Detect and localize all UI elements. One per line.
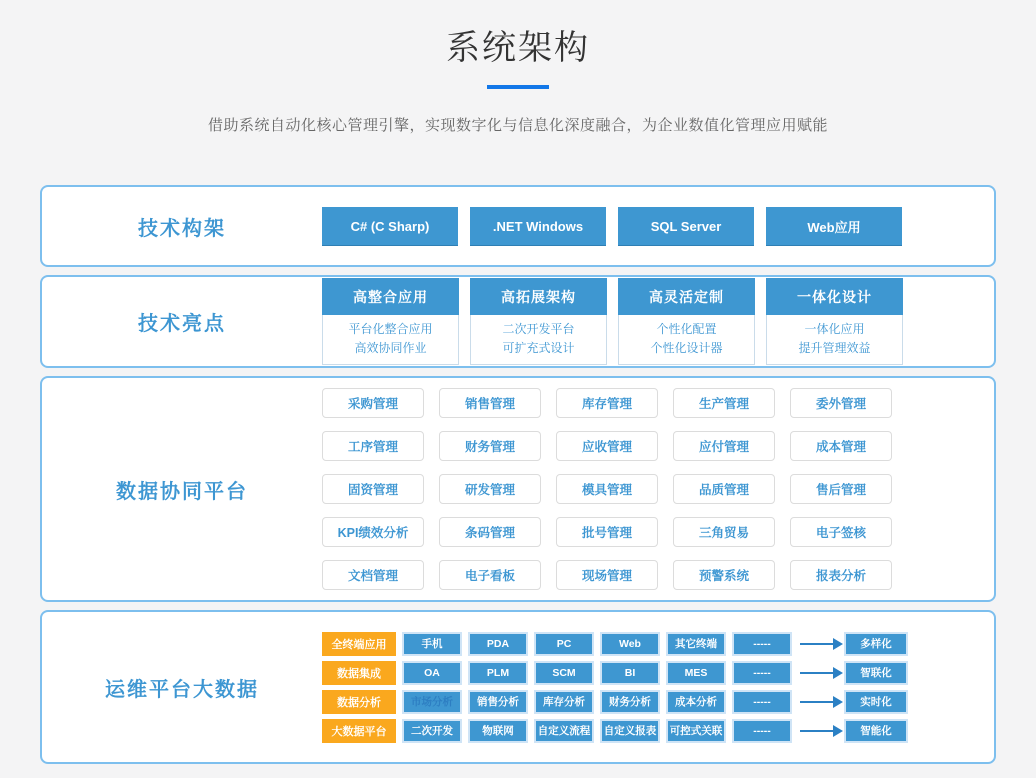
- highlight-line: 二次开发平台: [502, 322, 575, 336]
- module-item: 文档管理: [322, 560, 424, 590]
- module-item: 应付管理: [673, 431, 775, 461]
- module-item: 生产管理: [673, 388, 775, 418]
- bigdata-result-node: 多样化: [844, 632, 908, 656]
- module-item: 库存管理: [556, 388, 658, 418]
- bigdata-node: 其它终端: [666, 632, 726, 656]
- bigdata-node: 自定义报表: [600, 719, 660, 743]
- bigdata-node: PLM: [468, 661, 528, 685]
- bigdata-node-ellipsis: -----: [732, 632, 792, 656]
- bigdata-row-terminals: [322, 632, 908, 656]
- bigdata-node: PDA: [468, 632, 528, 656]
- highlight-cards: [322, 278, 903, 365]
- highlight-card-body: [322, 315, 459, 365]
- module-item: 三角贸易: [673, 517, 775, 547]
- bigdata-node: 自定义流程: [534, 719, 594, 743]
- bigdata-node: PC: [534, 632, 594, 656]
- section-tech-stack-label: 技术构架: [138, 217, 226, 240]
- module-item: 现场管理: [556, 560, 658, 590]
- bigdata-node: Web: [600, 632, 660, 656]
- highlight-card-title: 高灵活定制: [618, 278, 755, 315]
- module-item: 报表分析: [790, 560, 892, 590]
- bigdata-node-ellipsis: -----: [732, 690, 792, 714]
- title-underline: [487, 85, 549, 89]
- section-bigdata-label: 运维平台大数据: [105, 678, 259, 701]
- bigdata-node-ellipsis: -----: [732, 661, 792, 685]
- highlight-line: 平台化整合应用: [348, 322, 433, 336]
- highlight-card: [618, 278, 755, 365]
- tech-item-csharp: C# (C Sharp): [322, 207, 458, 245]
- bigdata-row-platform: [322, 719, 908, 743]
- bigdata-node: 可控式关联: [666, 719, 726, 743]
- section-platform-label: 数据协同平台: [116, 480, 248, 503]
- highlight-card-body: [470, 315, 607, 365]
- module-item: 电子看板: [439, 560, 541, 590]
- module-item: 品质管理: [673, 474, 775, 504]
- bigdata-node-ellipsis: -----: [732, 719, 792, 743]
- arrow-right-icon: [800, 701, 834, 703]
- bigdata-node: BI: [600, 661, 660, 685]
- row-category-tag: 数据集成: [322, 661, 396, 685]
- module-item: KPI绩效分析: [322, 517, 424, 547]
- highlight-line: 个性化设计器: [650, 341, 723, 355]
- section-tech-stack: [40, 185, 996, 267]
- bigdata-node: MES: [666, 661, 726, 685]
- bigdata-row-analysis: [322, 690, 908, 714]
- bigdata-result-node: 智联化: [844, 661, 908, 685]
- section-highlights-label: 技术亮点: [138, 313, 226, 335]
- platform-module-grid: [322, 388, 892, 590]
- highlight-line: 可扩充式设计: [502, 341, 575, 355]
- row-category-tag: 全终端应用: [322, 632, 396, 656]
- arrow-right-icon: [800, 672, 834, 674]
- bigdata-node: OA: [402, 661, 462, 685]
- module-item: 财务管理: [439, 431, 541, 461]
- bigdata-result-node: 实时化: [844, 690, 908, 714]
- highlight-card: [470, 278, 607, 365]
- module-item: 研发管理: [439, 474, 541, 504]
- bigdata-node: 二次开发: [402, 719, 462, 743]
- bigdata-node: 销售分析: [468, 690, 528, 714]
- module-item: 模具管理: [556, 474, 658, 504]
- tech-stack-items: [322, 207, 902, 245]
- highlight-card-title: 高整合应用: [322, 278, 459, 315]
- architecture-diagram: [40, 185, 996, 764]
- module-item: 应收管理: [556, 431, 658, 461]
- module-item: 电子签核: [790, 517, 892, 547]
- tech-item-sqlserver: SQL Server: [618, 207, 754, 245]
- tech-item-dotnet: .NET Windows: [470, 207, 606, 245]
- module-item: 售后管理: [790, 474, 892, 504]
- module-item: 固资管理: [322, 474, 424, 504]
- bigdata-node: 物联网: [468, 719, 528, 743]
- arrow-right-icon: [800, 643, 834, 645]
- module-item: 批号管理: [556, 517, 658, 547]
- module-item: 采购管理: [322, 388, 424, 418]
- bigdata-result-node: 智能化: [844, 719, 908, 743]
- bigdata-rows: [322, 632, 908, 743]
- page-subtitle: 借助系统自动化核心管理引擎，实现数字化与信息化深度融合，为企业数值化管理应用赋能: [207, 117, 828, 134]
- page-title: 系统架构: [446, 29, 590, 67]
- bigdata-node: 库存分析: [534, 690, 594, 714]
- highlight-card: [322, 278, 459, 365]
- tech-item-web: Web应用: [766, 207, 902, 245]
- row-category-tag: 大数据平台: [322, 719, 396, 743]
- module-item: 条码管理: [439, 517, 541, 547]
- module-item: 委外管理: [790, 388, 892, 418]
- module-item: 预警系统: [673, 560, 775, 590]
- highlight-line: 提升管理效益: [798, 341, 871, 355]
- highlight-line: 高效协同作业: [354, 341, 427, 355]
- highlight-card-body: [618, 315, 755, 365]
- highlight-card: [766, 278, 903, 365]
- section-platform: [40, 376, 996, 602]
- highlight-line: 一体化应用: [804, 322, 865, 336]
- highlight-card-title: 高拓展架构: [470, 278, 607, 315]
- highlight-card-title: 一体化设计: [766, 278, 903, 315]
- bigdata-row-integration: [322, 661, 908, 685]
- section-bigdata: [40, 610, 996, 764]
- module-item: 销售管理: [439, 388, 541, 418]
- row-category-tag: 数据分析: [322, 690, 396, 714]
- section-highlights: [40, 275, 996, 368]
- highlight-card-body: [766, 315, 903, 365]
- module-item: 成本管理: [790, 431, 892, 461]
- bigdata-node: SCM: [534, 661, 594, 685]
- highlight-line: 个性化配置: [656, 322, 717, 336]
- bigdata-node: 市场分析: [402, 690, 462, 714]
- bigdata-node: 成本分析: [666, 690, 726, 714]
- bigdata-node: 手机: [402, 632, 462, 656]
- module-item: 工序管理: [322, 431, 424, 461]
- arrow-right-icon: [800, 730, 834, 732]
- bigdata-node: 财务分析: [600, 690, 660, 714]
